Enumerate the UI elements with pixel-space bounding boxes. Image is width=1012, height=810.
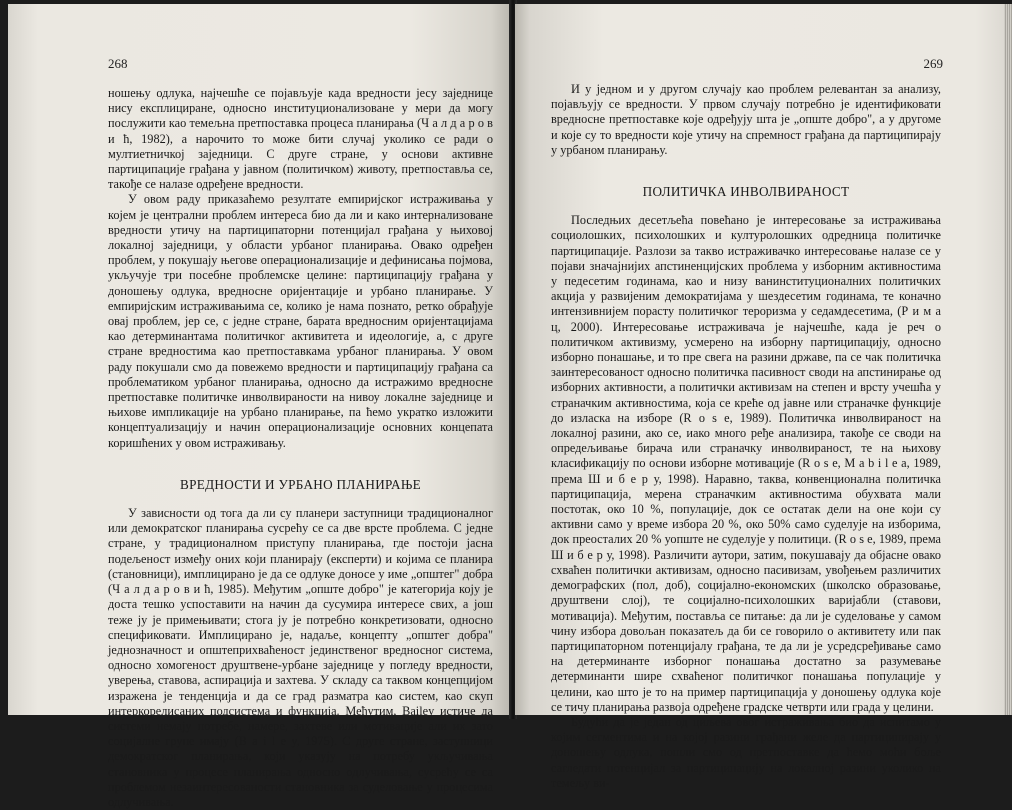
paragraph: У зависности од тога да ли су планери заступници традиционалног или демократског планирања сусрећу се са две врсте проблема. С једне стране, у традиционалном приступу планирања, где постоји јасна подељеност између оних који планирају (експерти) и којима се планира (становници), имплицирано је да се одлуке доносе у име „општег" добра (Ч а л д а р о в и ћ, 1985). Међутим „опште добро" је категорија коју је доста тешко успоставити на начин да сусумира интересе свих, а још теже ју је примењивати; стога ју је потребно конкретизовати, односно спецификовати. Имплицирано је, надаље, концепту „општег добра" једнозначност и општеприхваћеност јединственог вредносног система, односно хомогеност друштвене-урбане заједнице у погледу вредности, уверења, ставова, аспирација и захтева. У складу са таквом концепцијом изражена је тенденција и да се град разматра као систем, као скуп интеркорелисаних подсистема и функција. Међутим, Bailey истиче да системи немају потребе, намере, захтеве или мотивације али их зато социјалне групе имају (B a i l e y, 1975). С друге стране, заступници демократског планирања, који указују на потребу укључивања становника у процесе планирања односно одлучивања, сусрећу се са проблемом незаинтересованости становника за суделовање у процесима одлучивања. xyxy=(108,506,493,809)
paragraph: ношењу одлука, најчешће се појављује када вредности јесу заједнице нису експлициране, односно институционализоване у мери да могу послужити као темељна претпоставка процеса планирања (Ч а л д а р о в и ћ, 1982), а нарочито то може бити случај уколико се ради о мултиетничкој заједници. С друге стране, у основи активне партиципације грађана у јавном (политичком) животу, претпоставља се, такође се налазе одређене вредности. xyxy=(108,86,493,192)
left-page-number: 268 xyxy=(108,56,128,71)
right-page xyxy=(515,4,1005,790)
paragraph: И у једном и у другом случају као проблем релевантан за анализу, појављују се вредности. У првом случају потребно је идентификовати вредносне претпоставке које одређују шта је „опште добро", а у другоме и које су то вредности које утичу на спремност грађана да партиципирају у урбаном планирању. xyxy=(551,82,941,157)
paragraph: Последњих десетљећа повећано је интересовање за истраживања социолошких, психолошких и културолошких одредница политичке партиципације. Разлози за такво истраживачко интересовање налазе се у појави значајнијих апстиненцијских проблема у изборним активностима у педесетим годинама, као и низу ванинституционалних политичких акција у развијеним демократијама у шездесетим годинама, те коначно интензивнијем порасту политичког тероризма у седамдесетима, (Р и м а ц, 2000). Интересовање истраживача је најчешће, када је реч о политичком активизму, усмерено на изборну партиципацију, односно изборно понашање, и то пре свега на разини државе, па се чак политичка заинтересованост односно политичка пасивност своди на апстинирање од изборних активности, а политички активизам на степен и врсту учешћа у страначким активностима, која се креће од јавне или страначке функције до изласка на изборе (R o s e, 1989). Политичка инволвираност на локалној разини, ако се, иако много ређе анализира, такође се своди на опредељивање бирача или страначку инволвираност, те на њихову класификацију по основи изборне мотивације (R o s e, M a b i l e a, 1989, према Ш и б е р у, 1998). Наравно, таква, конвенционална политичка партиципација, мерена страначким активностима обухвата мали постотак, око 10 %, популације, док се остатак дели на оне који су активни само у време избора 20 %, око 50% само суделује на изборима, док преосталих 20 % уопште не суделује у политици. (R o s e, 1989, према Ш и б е р у, 1998). Различити аутори, затим, покушавају да објасне овако схваћен политички активизам, односно пасивизам, увођењем различитих демографских (пол, доб), социјално-економских (школско образовање, друштвени слој), те социјално-психолошких варијабли (ставови, мотивација). Међутим, поставља се питање: да ли је суделовање у самом чину избора довољан показатељ да би се говорило о активитету или пак партиципаторном потенцијалу грађана, те да ли је усредсређивање само на детерминанте изборног понашања достатно за разумевање детерминанти шире схваћеног политичког понашања популације у целини, као што је то на пример партиципација у доношењу одлука које се тичу планирања развоја одређене градске четврти или града у целини. xyxy=(551,213,941,714)
left-page xyxy=(8,4,511,809)
section-heading: ВРЕДНОСТИ И УРБАНО ПЛАНИРАЊЕ xyxy=(180,476,421,492)
right-page-number: 269 xyxy=(923,56,943,71)
page-stack-edge xyxy=(1004,4,1012,715)
paragraph: Будући да је један од циљева овог истраживања био да испитамо у којим сегментима и на којој разини грађани желе да партиципирају у доношењу одлука, пошли смо од претпоставке да ћемо моћи боље сагледати потенцијал за партиципацију на локалној разини уколико на темељу ви- xyxy=(551,714,941,790)
paragraph: У овом раду приказаћемо резултате емпиријског истраживања у којем је централни проблем интереса био да ли и како интернализоване вредности утичу на партиципаторни потенцијал грађана у њиховој локалној заједници, у области урбаног планирања. Овако одређен проблем, у покушају његове операционализације и дефинисања појмова, укључује три посебне проблемске целине: партиципацију грађана у доношењу одлука, вредносне оријентације и урбано планирање. У емпиријским истраживањима се, колико је нама познато, ретко обрађује овај проблем, јер се, с једне стране, барата вредносним оријентацијама као детерминантама политичког активитета и идеологије, а, с друге стране вредностима као претпоставкама урбаног планирања. У овом раду покушали смо да повежемо вредности и партиципацију грађана са проблематиком урбаног планирања, односно да истражимо вредносне претпоставке политичке инволвираности на нивоу локалне заједнице и њихове импликације на урбано планирање, па ћемо укратко изложити концептуализацију и начин операционализације основних концепата коришћених у овом истраживању. xyxy=(108,192,493,450)
section-heading: ПОЛИТИЧКА ИНВОЛВИРАНОСТ xyxy=(642,184,850,200)
left-page-text xyxy=(108,86,493,810)
right-page-text xyxy=(551,82,941,791)
